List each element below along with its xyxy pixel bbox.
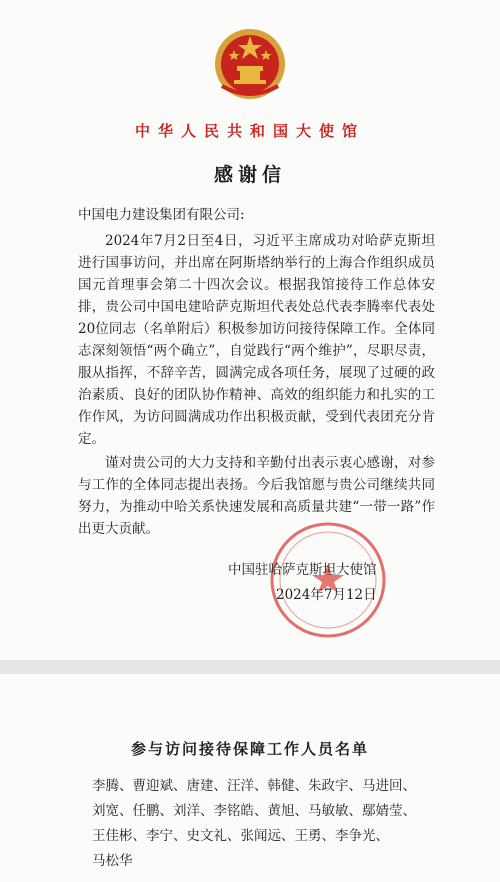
page-divider: [0, 660, 500, 674]
body-paragraph-2: 谨对贵公司的大力支持和辛勤付出表示衷心感谢，对参与工作的全体同志提出表扬。今后我馆愿与贵公司继续共同努力，为推动中哈关系快速发展和高质量共建“一带一路”作出更大贡献。: [78, 455, 435, 537]
salutation: 中国电力建设集团有限公司:: [78, 207, 245, 223]
roster-line: 李腾、曹迎斌、唐建、汪洋、韩健、朱政宇、马进回、: [92, 778, 416, 794]
letter-title: 感谢信: [213, 164, 286, 186]
roster-line: 刘宽、任鹏、刘洋、李铭皓、黄旭、马敏敏、鄢婧莹、: [92, 803, 416, 819]
roster-line: 王佳彬、李宁、史文礼、张闻远、王勇、李争光、: [92, 828, 389, 844]
roster-title: 参与访问接待保障工作人员名单: [130, 740, 369, 758]
embassy-letterhead: 中华人民共和国大使馆: [134, 122, 365, 140]
letter-date: 2024年7月12日: [276, 587, 377, 603]
body-paragraph-1: 2024年7月2日至4日，习近平主席成功对哈萨克斯坦进行国事访问，并出席在阿斯塔纳举行的上海合作组织成员国元首理事会第二十四次会议。根据我馆接待工作总体安排，贵公司中国电建哈萨克斯坦代表处总代表李腾率代表处20位同志（名单附后）积极参加访问接待保障工作。全体同志深刻领悟“两个确立”，自觉践行“两个维护”，尽职尽责，服从指挥，不辞辛苦，圆满完成各项任务，展现了过硬的政治素质、良好的团队协作精神、高效的组织能力和扎实的工作作风，为访问圆满成功作出积极贡献，受到代表团充分肯定。: [78, 233, 435, 447]
embassy-seal-icon: [268, 520, 388, 640]
roster-line: 马松华: [92, 853, 133, 869]
national-emblem-icon: [212, 26, 288, 102]
roster-names: [92, 774, 442, 874]
signature-line: 中国驻哈萨克斯坦大使馆: [228, 562, 377, 578]
